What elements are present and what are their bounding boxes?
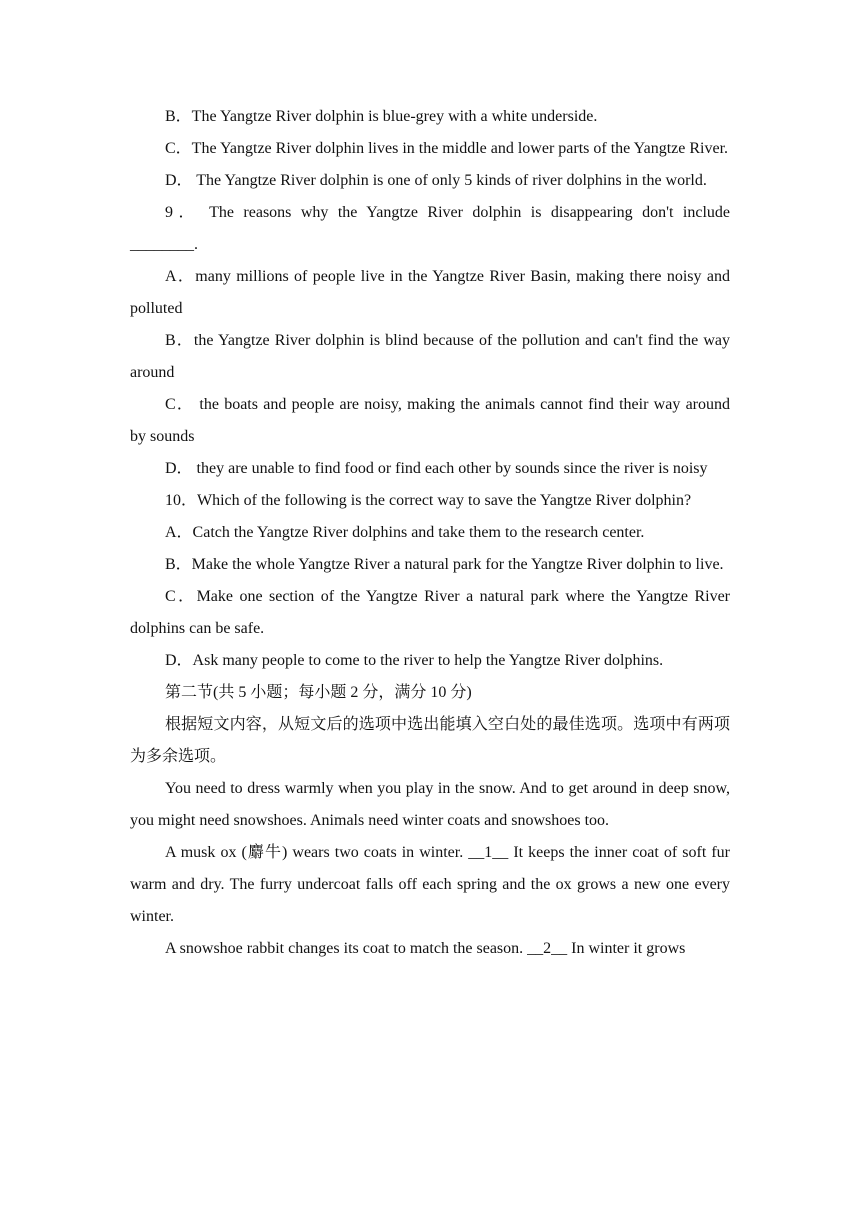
passage-paragraph-3 bbox=[130, 933, 730, 965]
q10-option-c: C．Make one section of the Yangtze River a natural park where the Yangtze River dolphins can be safe. bbox=[130, 588, 730, 637]
q10-stem: 10．Which of the following is the correct way to save the Yangtze River dolphin? bbox=[165, 492, 692, 509]
blank-2: __2__ bbox=[527, 940, 568, 957]
q8-option-c: C．The Yangtze River dolphin lives in the middle and lower parts of the Yangtze River. bbox=[165, 140, 729, 157]
q10-option-a: A．Catch the Yangtze River dolphins and take them to the research center. bbox=[165, 524, 645, 541]
section2-instructions: 根据短文内容，从短文后的选项中选出能填入空白处的最佳选项。选项中有两项为多余选项。 bbox=[130, 716, 730, 765]
q9-option-c: C． the boats and people are noisy, making the animals cannot find their way around by sounds bbox=[130, 396, 730, 445]
q10-option-b: B．Make the whole Yangtze River a natural park for the Yangtze River dolphin to live. bbox=[165, 556, 724, 573]
q10-option-d: D．Ask many people to come to the river to help the Yangtze River dolphins. bbox=[165, 652, 664, 669]
passage-p3-text-after: In winter it grows bbox=[567, 940, 686, 957]
q9-stem: 9． The reasons why the Yangtze River dolphin is disappearing don't include ________. bbox=[130, 204, 730, 253]
q8-option-d: D． The Yangtze River dolphin is one of only 5 kinds of river dolphins in the world. bbox=[165, 172, 707, 189]
q9-option-d: D． they are unable to find food or find each other by sounds since the river is noisy bbox=[165, 460, 708, 477]
q9-option-b: B．the Yangtze River dolphin is blind because of the pollution and can't find the way around bbox=[130, 332, 730, 381]
passage-paragraph-1: You need to dress warmly when you play in the snow. And to get around in deep snow, you might need snowshoes. Animals need winter coats and snowshoes too. bbox=[130, 780, 730, 829]
passage-p3-text-before: A snowshoe rabbit changes its coat to match the season. bbox=[165, 940, 528, 957]
blank-1: __1__ bbox=[468, 844, 509, 861]
q9-option-a: A．many millions of people live in the Yangtze River Basin, making there noisy and polluted bbox=[130, 268, 730, 317]
section2-heading: 第二节(共 5 小题；每小题 2 分，满分 10 分) bbox=[165, 684, 472, 701]
passage-paragraph-2 bbox=[130, 837, 730, 933]
q8-option-b: B．The Yangtze River dolphin is blue-grey with a white underside. bbox=[165, 108, 598, 125]
document-page bbox=[130, 101, 730, 965]
passage-p2-text-before: A musk ox (麝牛) wears two coats in winter. bbox=[165, 844, 469, 861]
passage-p2-text-after: It keeps the inner coat of soft fur warm and dry. The furry undercoat falls off each spring and the ox grows a new one every winter. bbox=[130, 844, 730, 925]
